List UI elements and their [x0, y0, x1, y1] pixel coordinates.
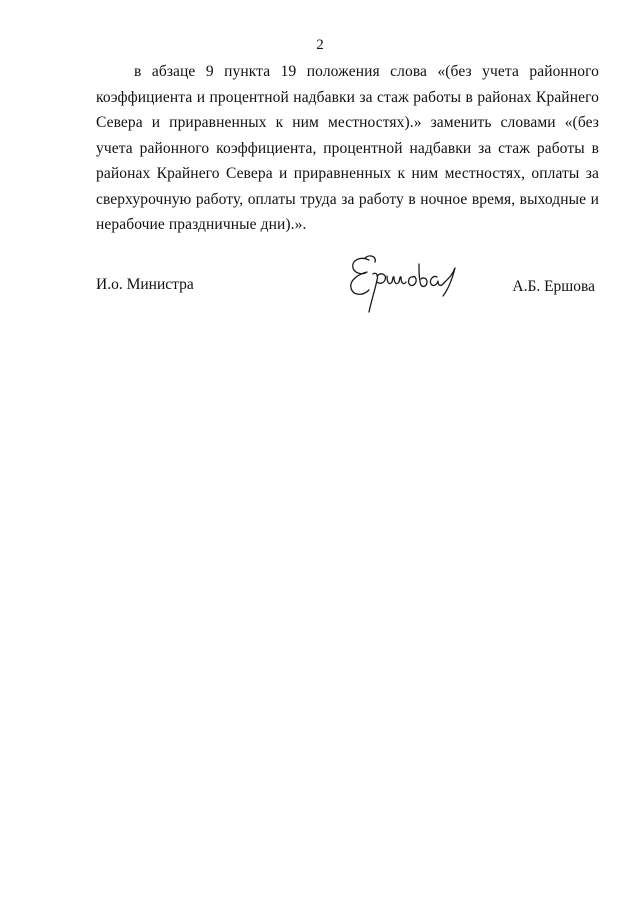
position-title: И.о. Министра — [96, 276, 194, 293]
signer-name: А.Б. Ершова — [512, 278, 595, 295]
page-number: 2 — [316, 37, 324, 53]
signature-block — [96, 248, 599, 318]
body-paragraph: в абзаце 9 пункта 19 положения слова «(без учета районного коэффициента и процентной надбавки за стаж работы в районах Крайнего Севера и приравненных к ним местностях).» заменить словами «(без учета районного коэффициента, процентной надбавки за стаж работы в районах Крайнего Севера и приравненных к ним местностях, оплаты за сверхурочную работу, оплаты труда за работу в ночное время, выходные и нерабочие праздничные дни).». — [96, 63, 599, 233]
handwritten-signature — [339, 248, 463, 314]
